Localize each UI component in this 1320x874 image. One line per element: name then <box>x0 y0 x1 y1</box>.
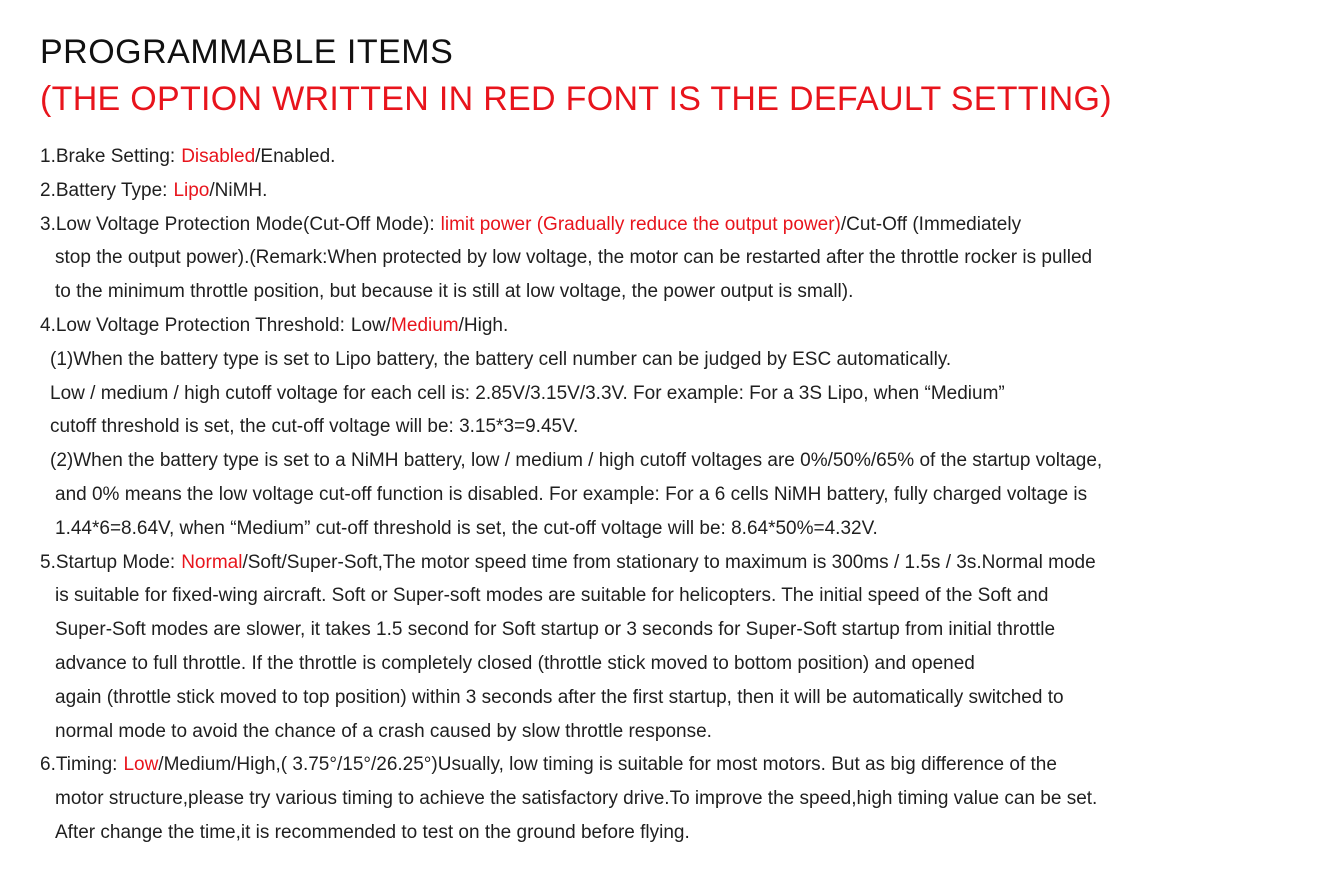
item-startup-text: again (throttle stick moved to top position) within 3 seconds after the first startup, then it will be automatically switched to <box>55 686 1064 708</box>
item-label: 2.Battery Type: <box>40 179 168 201</box>
other-options: /Enabled. <box>255 146 336 167</box>
page-title: PROGRAMMABLE ITEMS <box>40 33 454 71</box>
item-brake-setting <box>40 140 1300 174</box>
item-startup-text: normal mode to avoid the chance of a crash caused by slow throttle response. <box>55 720 712 742</box>
item-lvp-threshold <box>40 309 1300 343</box>
item-startup-mode <box>40 546 1300 580</box>
other-options: Low/ <box>350 314 392 336</box>
item-lvp-threshold-text: (1)When the battery type is set to Lipo battery, the battery cell number can be judged by ESC automatically. <box>50 348 952 370</box>
item-lvp-mode-text: to the minimum throttle position, but because it is still at low voltage, the power output is small). <box>55 281 854 303</box>
item-lvp-threshold-text: Low / medium / high cutoff voltage for each cell is: 2.85V/3.15V/3.3V. For example: For a 3S Lipo, when “Medium” <box>50 382 1005 404</box>
item-timing <box>40 748 1300 782</box>
item-label: 5.Startup Mode: <box>40 551 176 573</box>
item-lvp-threshold-text: 1.44*6=8.64V, when “Medium” cut-off threshold is set, the cut-off voltage will be: 8.64*50%=4.32V. <box>55 517 878 539</box>
programmable-items-document <box>40 30 1300 850</box>
item-lvp-threshold-text: and 0% means the low voltage cut-off function is disabled. For example: For a 6 cells NiMH battery, fully charged voltage is <box>55 483 1088 505</box>
items-list <box>40 140 1300 850</box>
default-option: Medium <box>391 314 459 336</box>
default-option: Lipo <box>173 179 210 201</box>
item-startup-text: is suitable for fixed-wing aircraft. Soft or Super-soft modes are suitable for helicopters. The initial speed of the Soft and <box>55 585 1049 607</box>
item-lvp-mode <box>40 208 1300 242</box>
item-lvp-mode-text: stop the output power).(Remark:When protected by low voltage, the motor can be restarted after the throttle rocker is pulled <box>55 247 1093 269</box>
default-option: Low <box>123 754 159 776</box>
other-options: /Medium/High,( 3.75°/15°/26.25°)Usually, low timing is suitable for most motors. But as big difference of the <box>158 754 1057 776</box>
default-option: Disabled <box>181 146 256 167</box>
other-options: /High. <box>458 314 509 336</box>
item-timing-text: motor structure,please try various timing to achieve the satisfactory drive.To improve the speed,high timing value can be set. <box>55 788 1098 810</box>
other-options: /Soft/Super-Soft,The motor speed time from stationary to maximum is 300ms / 1.5s / 3s.Normal mode <box>242 551 1096 573</box>
item-timing-text: After change the time,it is recommended to test on the ground before flying. <box>55 821 690 843</box>
item-label: 6.Timing: <box>40 754 118 776</box>
item-lvp-threshold-text: cutoff threshold is set, the cut-off voltage will be: 3.15*3=9.45V. <box>50 416 579 438</box>
other-options: /Cut-Off (Immediately <box>840 213 1022 235</box>
item-label: 1.Brake Setting: <box>40 146 176 167</box>
item-startup-text: advance to full throttle. If the throttle is completely closed (throttle stick moved to bottom position) and opened <box>55 652 975 674</box>
item-label: 4.Low Voltage Protection Threshold: <box>40 314 345 336</box>
default-option: Normal <box>181 551 243 573</box>
default-option: limit power (Gradually reduce the output power) <box>440 213 841 235</box>
item-label: 3.Low Voltage Protection Mode(Cut-Off Mode): <box>40 213 435 235</box>
item-startup-text: Super-Soft modes are slower, it takes 1.5 second for Soft startup or 3 seconds for Super-Soft startup from initial throttle <box>55 619 1056 641</box>
other-options: /NiMH. <box>209 179 268 201</box>
item-lvp-threshold-text: (2)When the battery type is set to a NiMH battery, low / medium / high cutoff voltages are 0%/50%/65% of the startup voltage, <box>50 450 1103 472</box>
default-setting-note: (THE OPTION WRITTEN IN RED FONT IS THE DEFAULT SETTING) <box>40 80 1112 118</box>
item-battery-type <box>40 174 1300 208</box>
